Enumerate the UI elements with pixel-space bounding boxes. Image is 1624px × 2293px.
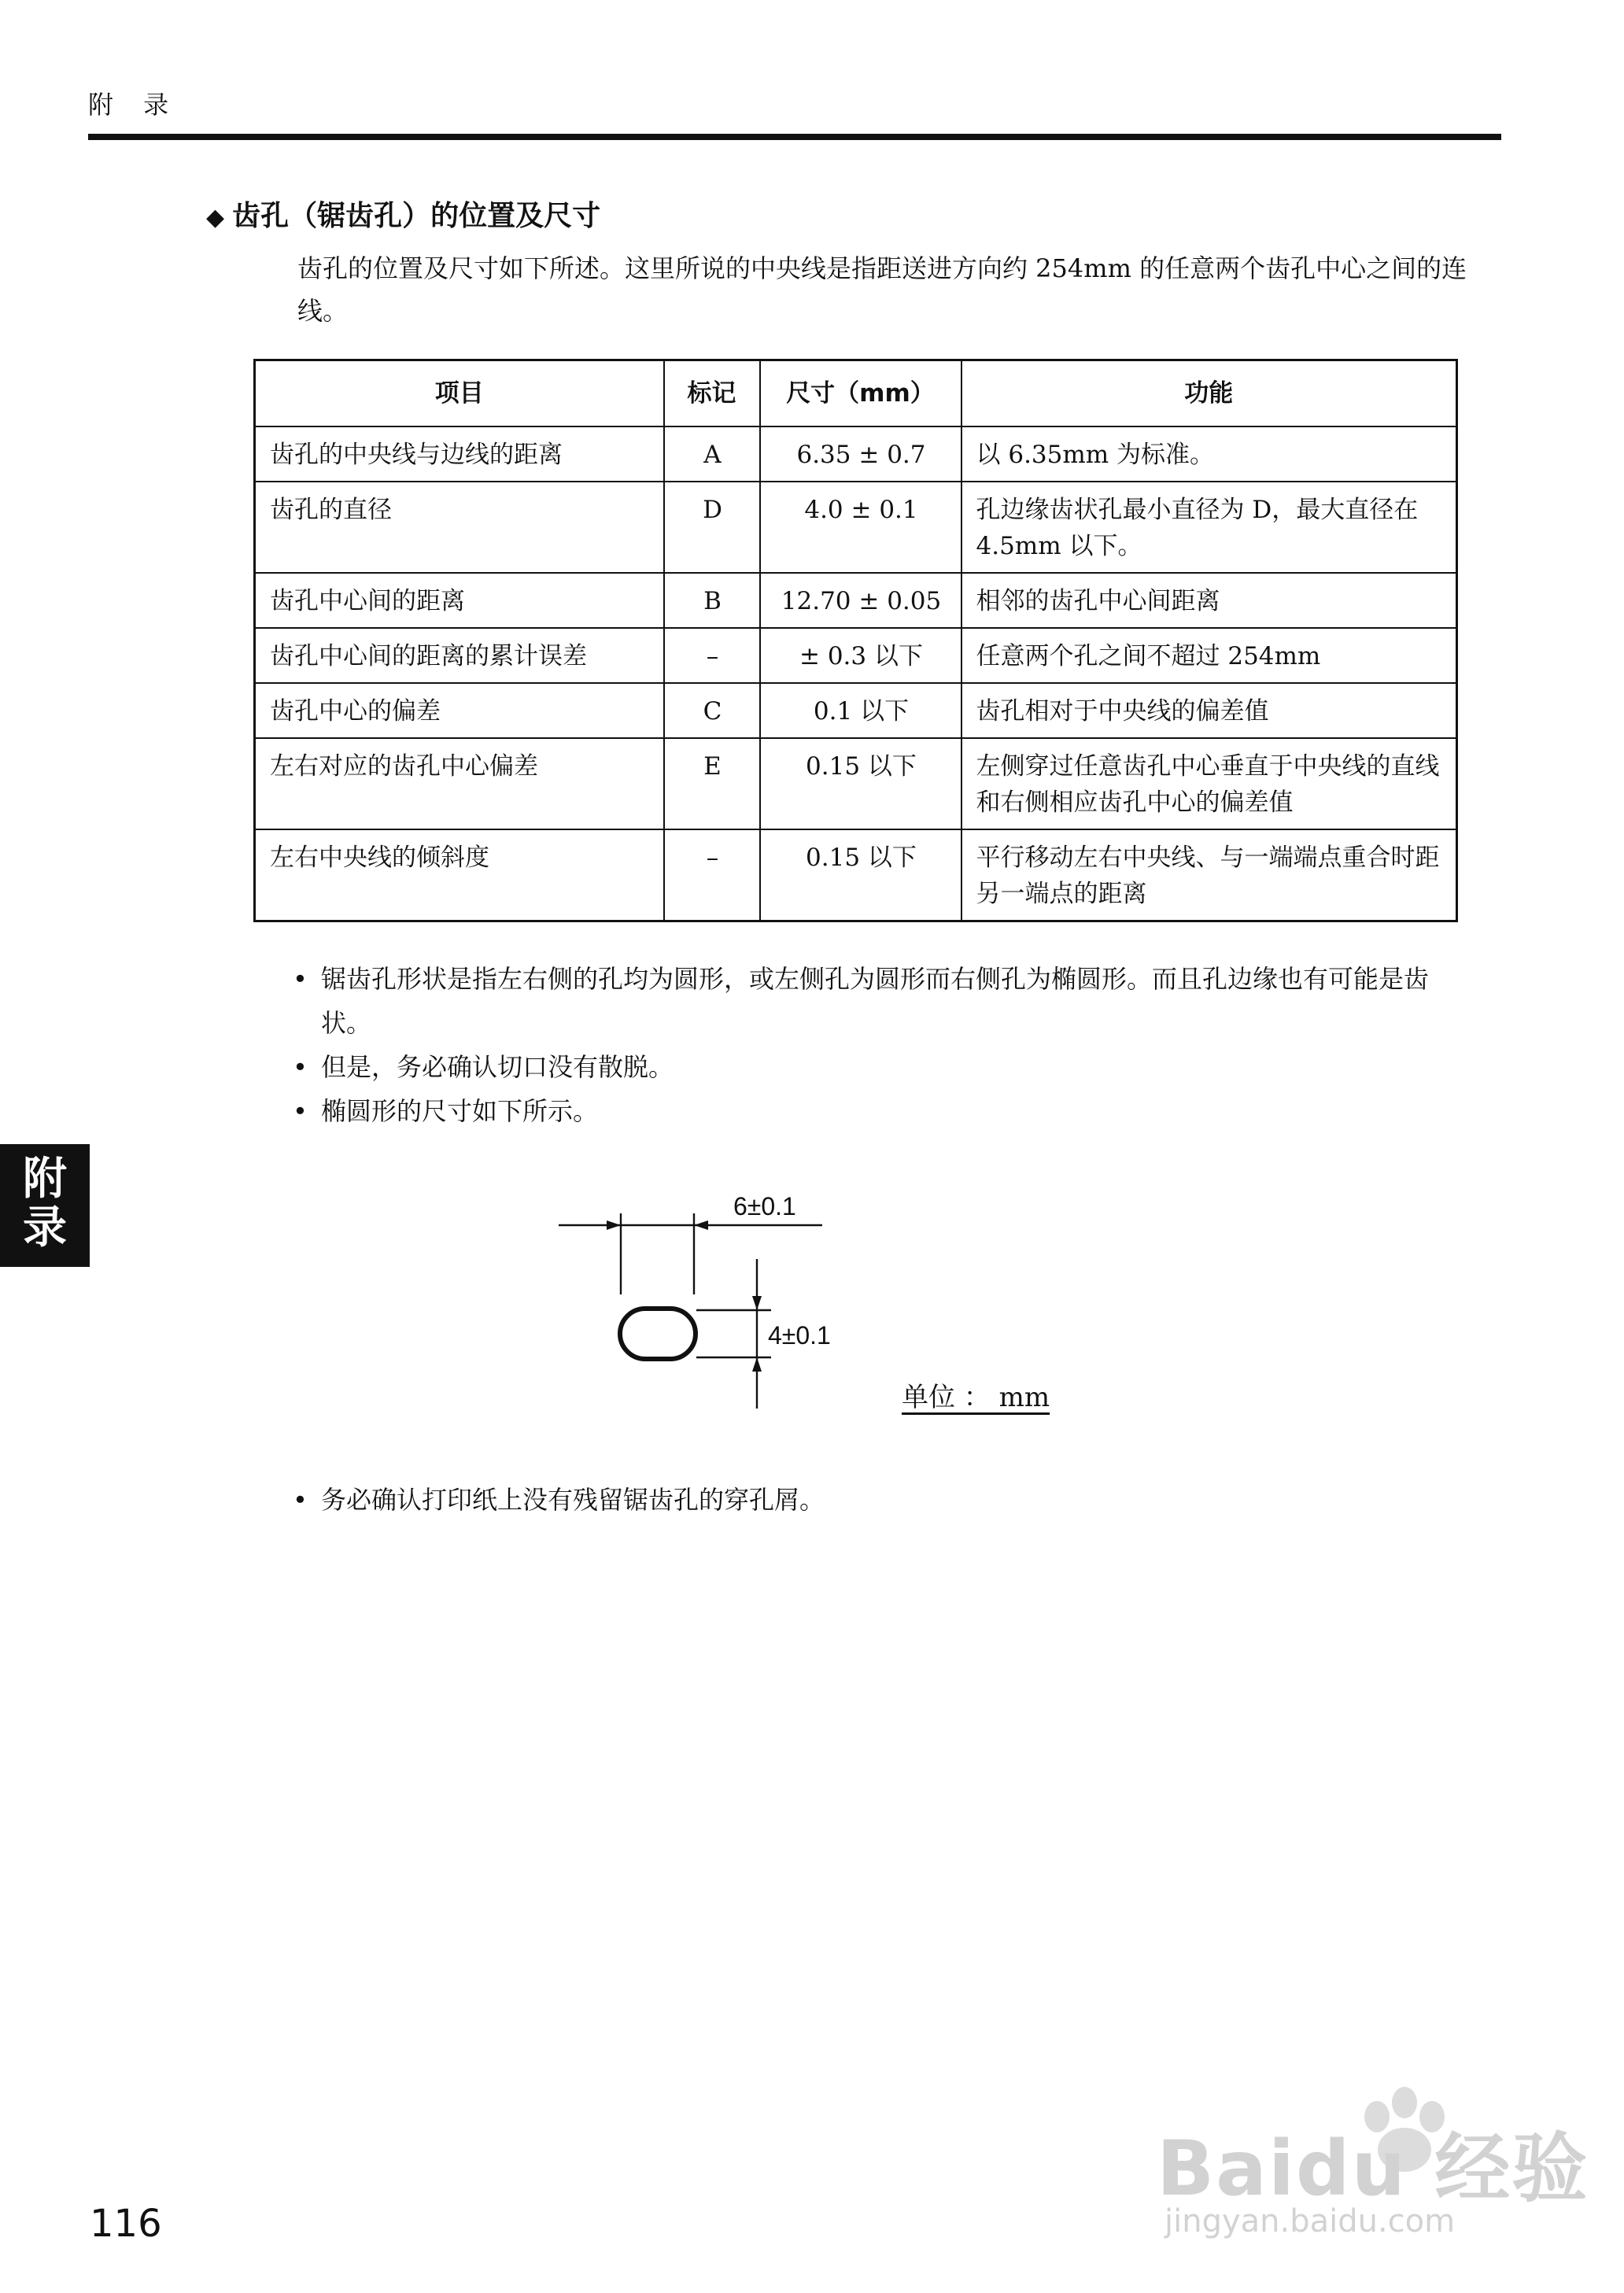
arrow-icon	[752, 1296, 762, 1310]
chapter-side-tab	[0, 1144, 90, 1267]
watermark-brand: Baidu 经验	[1157, 2125, 1589, 2213]
cell-size: 0.15 以下	[760, 738, 961, 829]
unit-label: 单位 ： mm	[902, 1382, 1050, 1413]
arrow-icon	[607, 1220, 621, 1230]
section-title	[206, 194, 600, 234]
cell-item: 齿孔的中央线与边线的距离	[255, 426, 664, 482]
notes-list	[293, 957, 1473, 1133]
cell-function: 齿孔相对于中央线的偏差值	[961, 683, 1457, 738]
width-dimension-label: 6±0.1	[733, 1192, 796, 1220]
cell-function: 任意两个孔之间不超过 254mm	[961, 628, 1457, 683]
bullet-icon: •	[293, 1485, 308, 1515]
header-item: 项目	[255, 360, 664, 427]
list-item	[293, 1478, 1473, 1522]
bullet-icon: •	[293, 1096, 308, 1126]
height-dimension-label: 4±0.1	[768, 1321, 831, 1350]
cell-mark: –	[664, 829, 760, 921]
note-text: 椭圆形的尺寸如下所示。	[321, 1096, 599, 1126]
table-row	[255, 628, 1457, 683]
diamond-bullet-icon: ◆	[206, 204, 225, 231]
cell-mark: D	[664, 482, 760, 573]
cell-item: 左右中央线的倾斜度	[255, 829, 664, 921]
cell-function: 左侧穿过任意齿孔中心垂直于中央线的直线和右侧相应齿孔中心的偏差值	[961, 738, 1457, 829]
cell-mark: B	[664, 573, 760, 628]
page-number: 116	[90, 2202, 162, 2246]
arrow-icon	[752, 1357, 762, 1372]
header-size: 尺寸（mm）	[760, 360, 961, 427]
cell-size: 12.70 ± 0.05	[760, 573, 961, 628]
note-text: 但是，务必确认切口没有散脱。	[321, 1052, 674, 1082]
intro-paragraph: 齿孔的位置及尺寸如下所述。这里所说的中央线是指距送进方向约 254mm 的任意两个齿孔中心之间的连线。	[297, 253, 1467, 326]
table-row	[255, 482, 1457, 573]
note-text: 务必确认打印纸上没有残留锯齿孔的穿孔屑。	[321, 1485, 825, 1515]
cell-item: 左右对应的齿孔中心偏差	[255, 738, 664, 829]
cell-item: 齿孔的直径	[255, 482, 664, 573]
cell-function: 孔边缘齿状孔最小直径为 D，最大直径在 4.5mm 以下。	[961, 482, 1457, 573]
watermark-url: jingyan.baidu.com	[1164, 2203, 1456, 2239]
spec-table	[253, 359, 1458, 922]
cell-function: 平行移动左右中央线、与一端端点重合时距另一端点的距离	[961, 829, 1457, 921]
header-function: 功能	[961, 360, 1457, 427]
oval-hole-shape	[620, 1309, 696, 1359]
cell-size: 0.1 以下	[760, 683, 961, 738]
list-item	[293, 957, 1473, 1045]
cell-function: 以 6.35mm 为标准。	[961, 426, 1457, 482]
cell-mark: –	[664, 628, 760, 683]
list-item	[293, 1089, 1473, 1133]
side-tab-char: 录	[23, 1202, 67, 1254]
cell-mark: C	[664, 683, 760, 738]
cell-item: 齿孔中心间的距离	[255, 573, 664, 628]
watermark	[1157, 2085, 1589, 2266]
table-row	[255, 738, 1457, 829]
table-row	[255, 683, 1457, 738]
table-header-row	[255, 360, 1457, 427]
cell-size: 0.15 以下	[760, 829, 961, 921]
table-row	[255, 829, 1457, 921]
cell-item: 齿孔中心的偏差	[255, 683, 664, 738]
header-rule	[88, 134, 1501, 140]
cell-item: 齿孔中心间的距离的累计误差	[255, 628, 664, 683]
header-mark: 标记	[664, 360, 760, 427]
bullet-icon: •	[293, 964, 308, 994]
cell-size: 6.35 ± 0.7	[760, 426, 961, 482]
cell-mark: A	[664, 426, 760, 482]
table-row	[255, 573, 1457, 628]
note-text: 锯齿孔形状是指左右侧的孔均为圆形，或左侧孔为圆形而右侧孔为椭圆形。而且孔边缘也有可能是齿状。	[321, 964, 1430, 1038]
running-header: 附 录	[88, 90, 180, 120]
section-title-text: 齿孔（锯齿孔）的位置及尺寸	[232, 200, 601, 232]
arrow-icon	[694, 1220, 708, 1230]
cell-size: 4.0 ± 0.1	[760, 482, 961, 573]
cell-mark: E	[664, 738, 760, 829]
table-row	[255, 426, 1457, 482]
list-item	[293, 1045, 1473, 1089]
bullet-icon: •	[293, 1052, 308, 1082]
cell-function: 相邻的齿孔中心间距离	[961, 573, 1457, 628]
cell-size: ± 0.3 以下	[760, 628, 961, 683]
side-tab-char: 附	[23, 1154, 67, 1205]
